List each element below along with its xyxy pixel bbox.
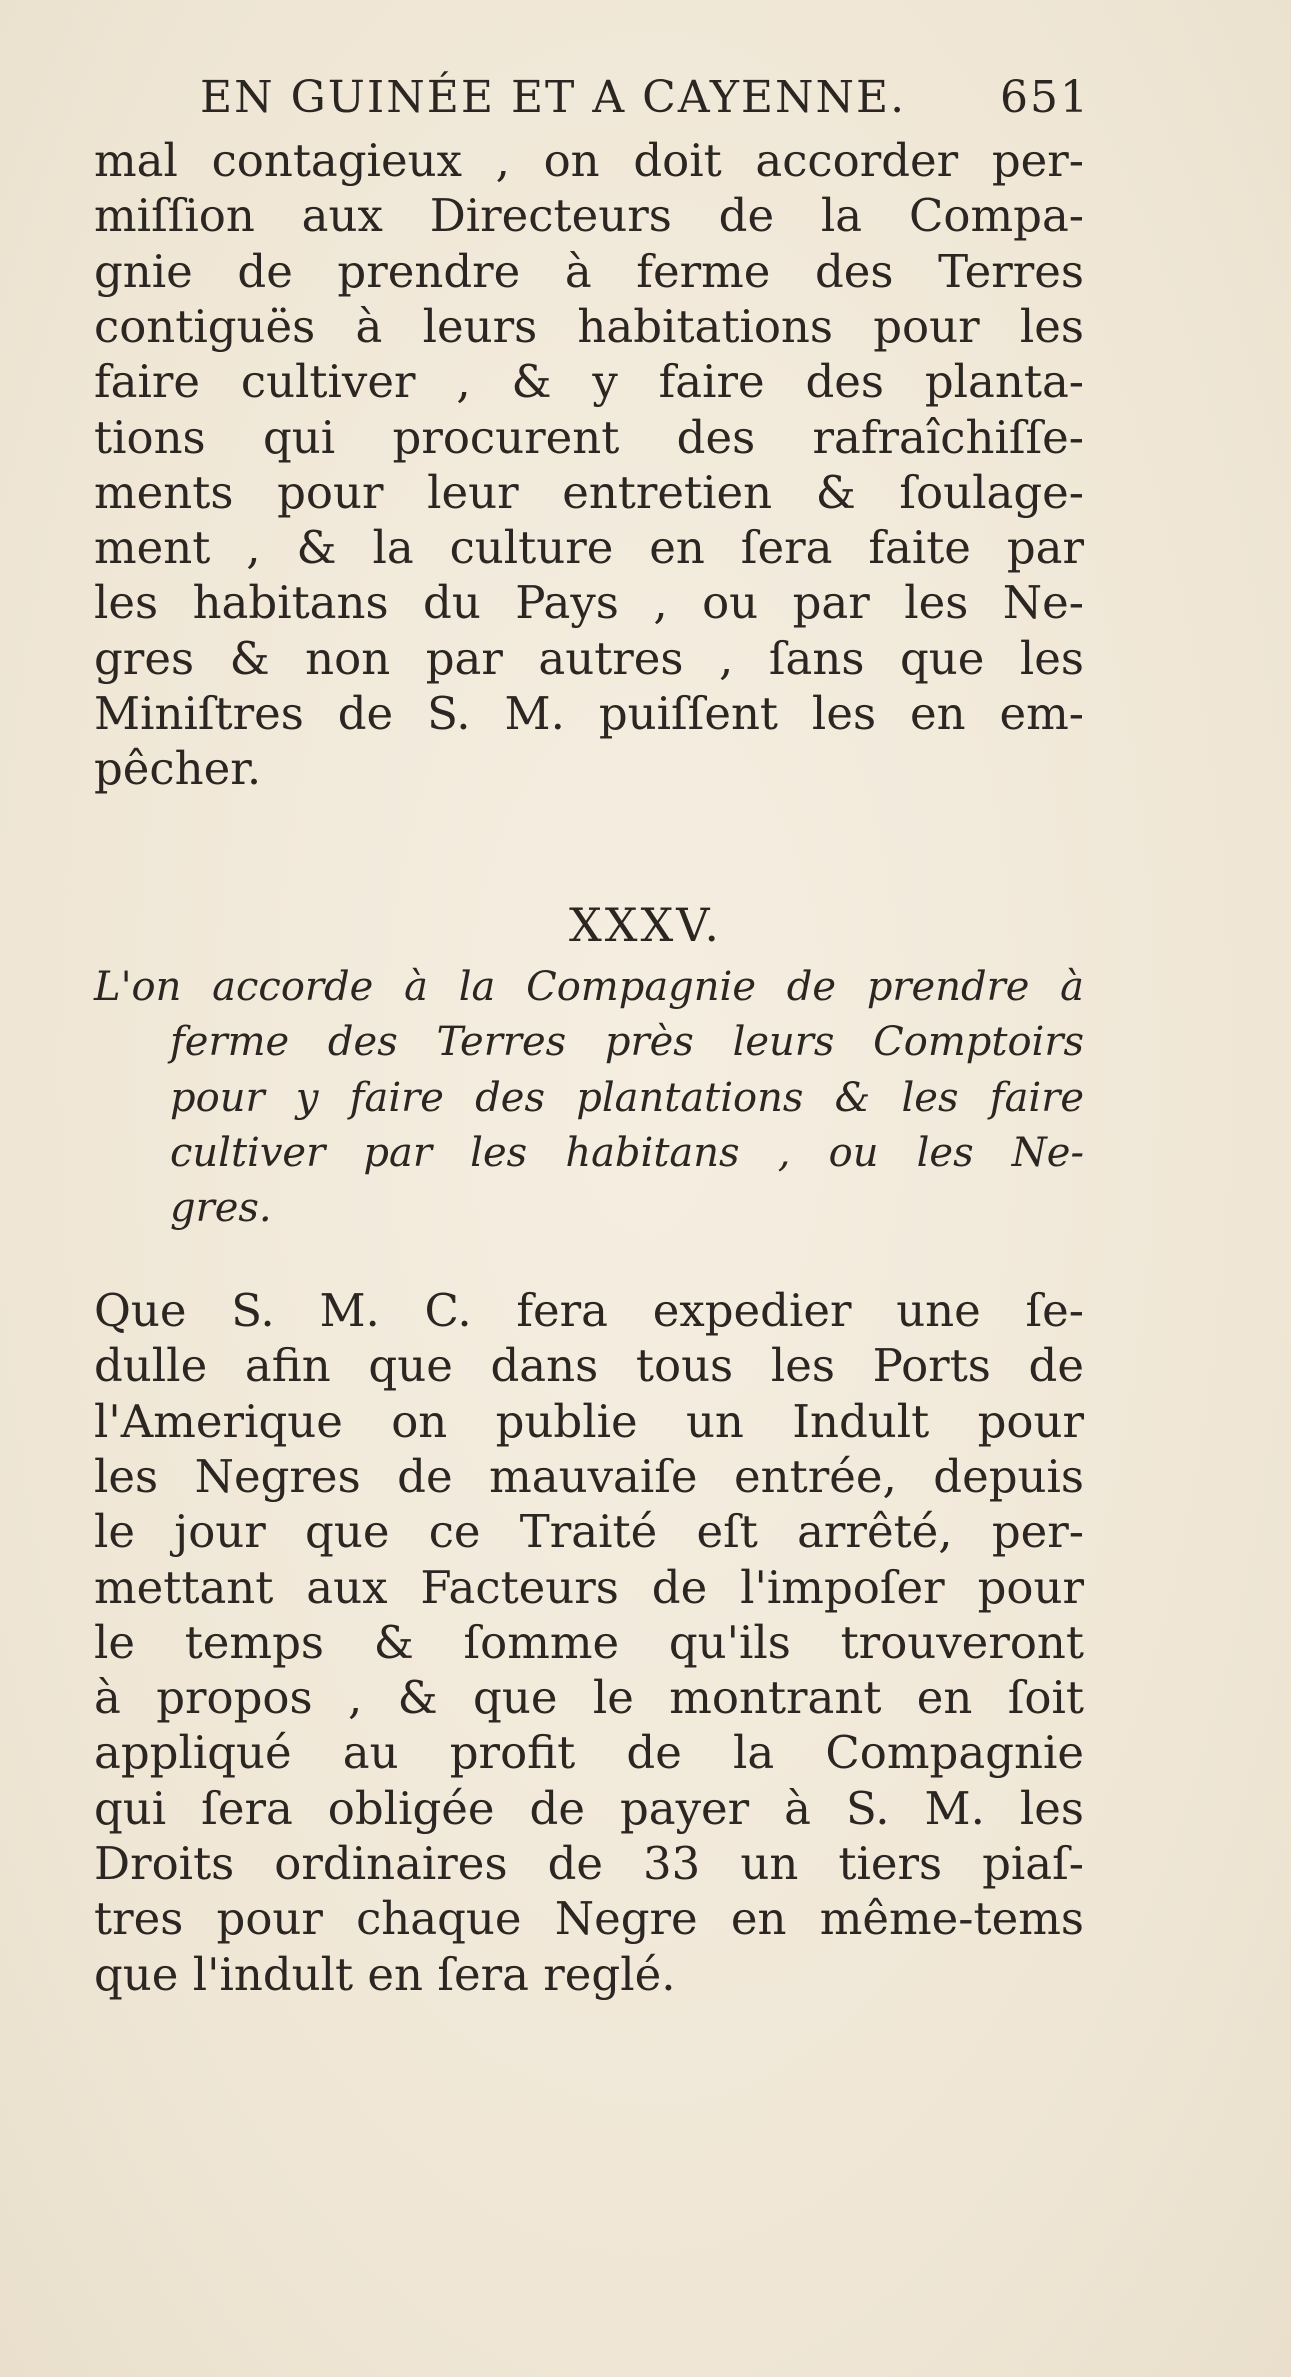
text-line: miſſion aux Directeurs de la Compa- [94,189,1084,243]
text-line: ment , & la culture en ſera faite par [94,521,1084,575]
text-line: pour y faire des plantations & les faire [170,1074,1084,1121]
text-line: pêcher. [94,742,262,796]
text-line: les habitans du Pays , ou par les Ne- [94,576,1084,630]
text-line: appliqué au profit de la Compagnie [94,1726,1084,1780]
text-line: cultiver par les habitans , ou les Ne- [170,1129,1084,1176]
page-number: 651 [1000,72,1090,123]
article-number: XXXV. [568,898,723,952]
text-line: que l'indult en ſera reglé. [94,1947,676,2001]
text-line: mettant aux Facteurs de l'impoſer pour [94,1560,1084,1614]
text-line: l'Amerique on publie un Indult pour [94,1394,1084,1448]
text-line: L'on accorde à la Compagnie de prendre à [94,964,1084,1010]
text-line: ments pour leur entretien & ſoulage- [94,465,1084,519]
text-line: faire cultiver , & y faire des planta- [94,355,1084,409]
text-line: qui ſera obligée de payer à S. M. les [94,1781,1084,1835]
text-line: gnie de prendre à ferme des Terres [94,244,1084,298]
text-line: à propos , & que le montrant en ſoit [94,1671,1084,1725]
text-line: tions qui procurent des rafraîchiſſe- [94,410,1084,464]
text-line: le temps & ſomme qu'ils trouveront [94,1615,1084,1669]
text-line: Miniſtres de S. M. puiſſent les en em- [94,687,1084,740]
text-line: ferme des Terres près leurs Comptoirs [170,1019,1084,1066]
text-line: gres & non par autres , ſans que les [94,631,1084,685]
text-line: contiguës à leurs habitations pour les [94,299,1084,353]
running-title: EN GUINÉE ET A CAYENNE. [200,72,907,123]
text-line: Que S. M. C. fera expedier une ſe- [94,1284,1084,1337]
running-header [200,72,1090,123]
text-line: Droits ordinaires de 33 un tiers piaſ- [94,1837,1084,1890]
text-line: dulle afin que dans tous les Ports de [94,1339,1084,1393]
text-line: les Negres de mauvaiſe entrée, depuis [94,1449,1084,1503]
text-line: le jour que ce Traité eſt arrêté, per- [94,1505,1084,1559]
text-line: gres. [170,1185,272,1232]
text-line: mal contagieux , on doit accorder per- [94,134,1084,187]
text-line: tres pour chaque Negre en même-tems [94,1892,1084,1946]
